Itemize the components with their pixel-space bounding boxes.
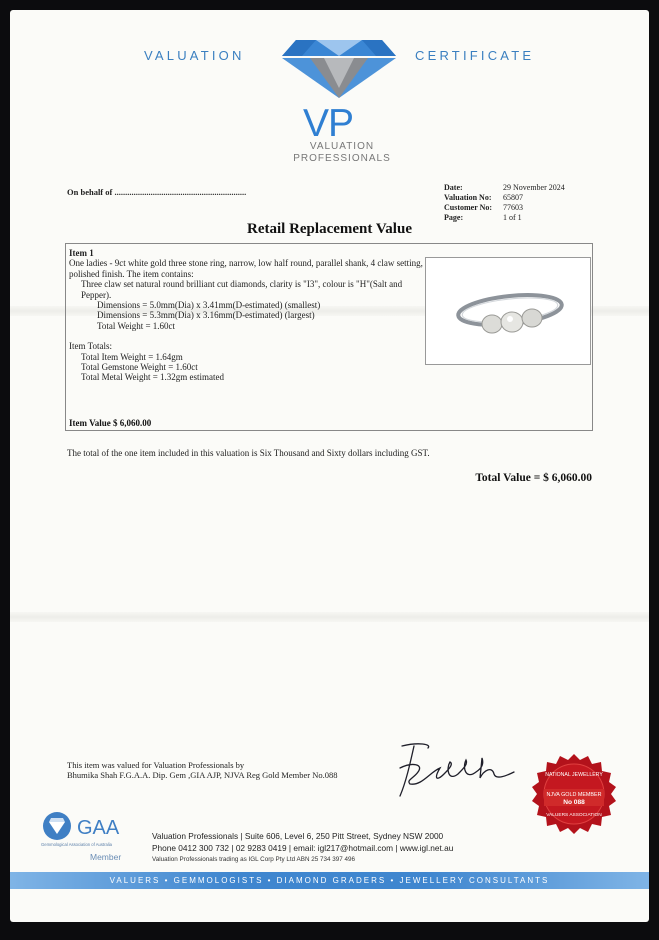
info-label: Date: [444, 183, 463, 192]
contact-address: Valuation Professionals | Suite 606, Level 6, 250 Pitt Street, Sydney NSW 2000 [152, 831, 444, 841]
ring-image-icon [426, 258, 590, 364]
valuer-note: This item was valued for Valuation Professionals by Bhumika Shah F.G.A.A. Dip. Gem ,GIA AJP, NJVA Reg Gold Member No.088 [67, 760, 338, 780]
item-total-line: Total Gemstone Weight = 1.60ct [81, 362, 198, 373]
paper-fold [10, 612, 649, 622]
info-value: 77603 [503, 203, 523, 212]
item-desc: One ladies - 9ct white gold three stone ring, narrow, low half round, parallel shank, 4 claw setting, polished finish. The item contains: [69, 258, 423, 279]
item-dimension: Dimensions = 5.3mm(Dia) x 3.16mm(D-estimated) (largest) [97, 310, 315, 321]
info-label: Customer No: [444, 203, 493, 212]
info-value: 1 of 1 [503, 213, 522, 222]
header-certificate: CERTIFICATE [415, 48, 535, 63]
svg-text:GAA: GAA [77, 817, 120, 839]
item-value: Item Value $ 6,060.00 [69, 418, 152, 428]
info-value: 29 November 2024 [503, 183, 565, 192]
item-totals-heading: Item Totals: [69, 341, 112, 352]
info-label: Page: [444, 213, 464, 222]
info-label: Valuation No: [444, 193, 492, 202]
svg-text:NATIONAL JEWELLERY: NATIONAL JEWELLERY [545, 772, 603, 778]
valuation-info [444, 183, 565, 223]
contact-phone: Phone 0412 300 732 | 02 9283 0419 | email: igl217@hotmail.com | www.igl.net.au [152, 843, 454, 853]
svg-text:Gemmological Association of Au: Gemmological Association of Australia [41, 842, 112, 847]
item-total-line: Total Metal Weight = 1.32gm estimated [81, 372, 225, 383]
item-description [69, 248, 425, 383]
ring-photo [425, 257, 591, 365]
diamond-logo-icon [280, 34, 398, 100]
info-value: 65807 [503, 193, 523, 202]
njva-seal-icon [530, 752, 618, 840]
vp-logo-text: VP [303, 102, 354, 145]
item-dimension: Dimensions = 5.0mm(Dia) x 3.41mm(D-estimated) (smallest) [97, 300, 321, 311]
certificate-paper [10, 10, 649, 922]
gaa-member-label: Member [90, 852, 122, 862]
footer-banner: VALUERS • GEMMOLOGISTS • DIAMOND GRADERS • JEWELLERY CONSULTANTS [10, 872, 649, 889]
svg-text:NJVA GOLD MEMBER: NJVA GOLD MEMBER [546, 792, 602, 798]
svg-text:VALUERS ASSOCIATION: VALUERS ASSOCIATION [546, 813, 602, 818]
item-heading: Item 1 [69, 248, 94, 258]
contact-abn: Valuation Professionals trading as IGL Corp Pty Ltd ABN 25 734 397 496 [152, 856, 356, 863]
logo-subtitle: VALUATION PROFESSIONALS [293, 141, 391, 164]
total-sentence: The total of the one item included in this valuation is Six Thousand and Sixty dollars including GST. [67, 448, 430, 458]
header-valuation: VALUATION [144, 48, 245, 63]
item-total-line: Total Item Weight = 1.64gm [81, 351, 183, 362]
svg-text:No 088: No 088 [563, 799, 585, 806]
item-total-weight: Total Weight = 1.60ct [97, 320, 176, 331]
contact-block [152, 830, 453, 866]
signature-image [388, 738, 528, 800]
on-behalf-line: On behalf of .............................................................. [67, 187, 247, 197]
document-title: Retail Replacement Value [247, 221, 412, 237]
item-stones: Three claw set natural round brilliant cut diamonds, clarity is "I3", colour is "H"(Salt and Pepper). [81, 279, 403, 300]
total-value: Total Value = $ 6,060.00 [475, 472, 592, 484]
item-box [65, 243, 593, 431]
